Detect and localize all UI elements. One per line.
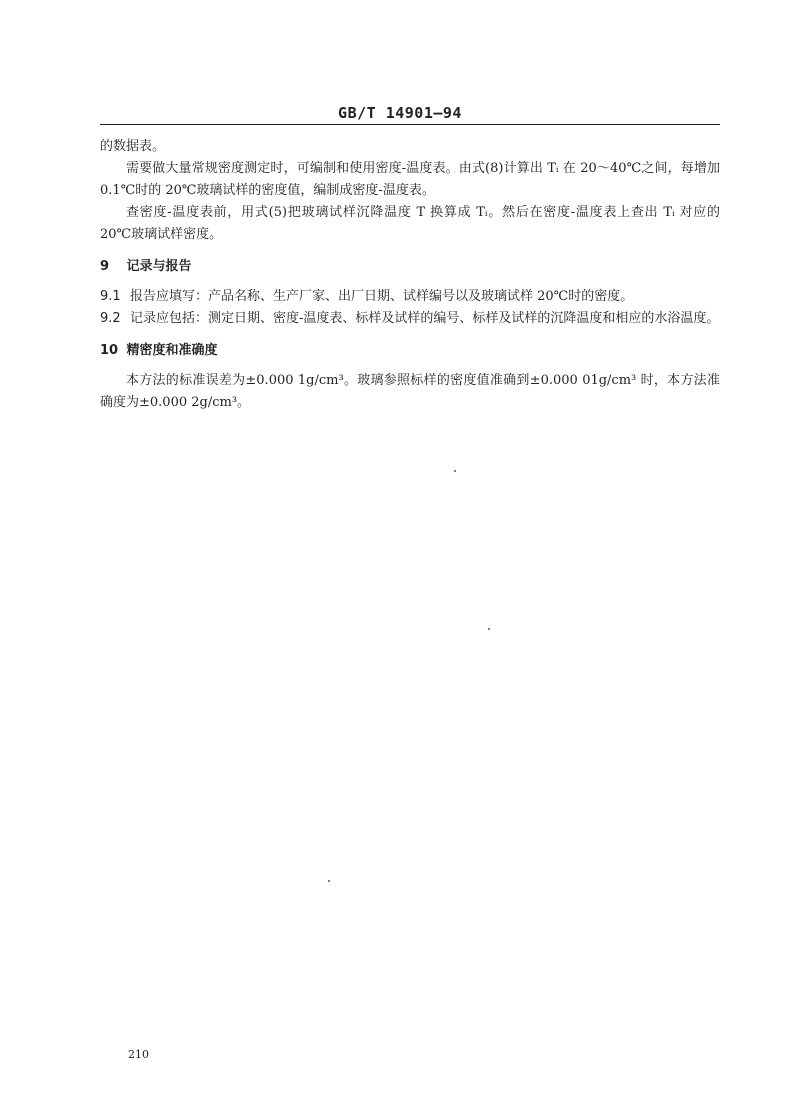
clause-number: 9.1 <box>100 289 121 304</box>
section-heading-9 <box>100 256 720 278</box>
page-content <box>100 136 720 414</box>
section-number: 9 <box>100 259 110 274</box>
scan-speck <box>454 470 456 472</box>
clause-9-2 <box>100 308 720 330</box>
paragraph-density-table: 需要做大量常规密度测定时，可编制和使用密度-温度表。由式(8)计算出 Tᵢ 在 20～40℃之间，每增加 0.1℃时的 20℃玻璃试样的密度值，编制成密度-温度表。 <box>100 161 720 198</box>
paragraph-continuation: 的数据表。 <box>100 139 166 154</box>
paragraph-precision: 本方法的标准误差为±0.000 1g/cm³。玻璃参照标样的密度值准确到±0.000 01g/cm³ 时，本方法准确度为±0.000 2g/cm³。 <box>100 373 720 410</box>
scan-speck <box>488 628 490 630</box>
section-number: 10 <box>100 343 119 358</box>
scan-speck <box>328 880 330 882</box>
standard-code: GB/T 14901—94 <box>338 104 462 122</box>
clause-number: 9.2 <box>100 311 121 326</box>
clause-9-1 <box>100 286 720 308</box>
clause-text: 报告应填写：产品名称、生产厂家、出厂日期、试样编号以及玻璃试样 20℃时的密度。 <box>130 289 634 304</box>
paragraph-lookup: 查密度-温度表前，用式(5)把玻璃试样沉降温度 T 换算成 Tᵢ。然后在密度-温度表上查出 Tᵢ 对应的 20℃玻璃试样密度。 <box>100 205 720 242</box>
section-title: 记录与报告 <box>126 259 192 274</box>
section-heading-10 <box>100 340 720 362</box>
section-title: 精密度和准确度 <box>126 343 218 358</box>
clause-text: 记录应包括：测定日期、密度-温度表、标样及试样的编号、标样及试样的沉降温度和相应的水浴温度。 <box>130 311 720 326</box>
page-number: 210 <box>128 1048 149 1061</box>
header-rule <box>100 124 720 125</box>
